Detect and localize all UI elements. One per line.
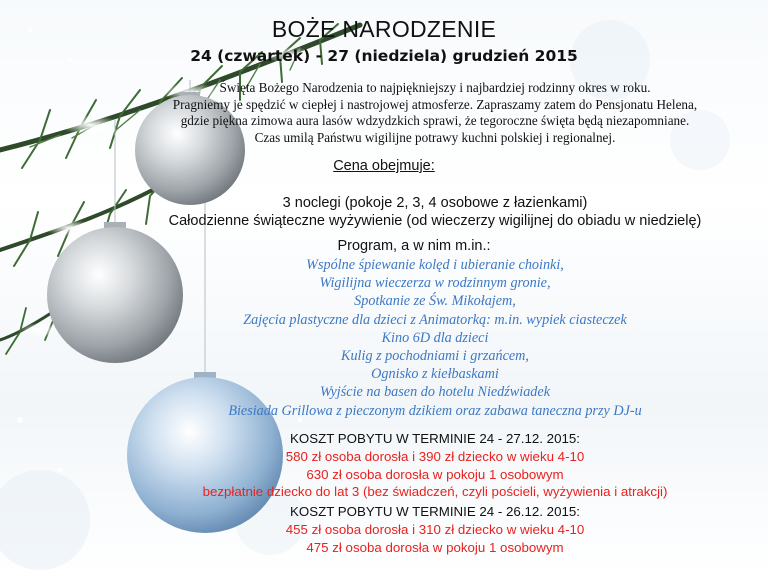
program-heading: Program, a w nim m.in.: — [337, 238, 491, 254]
program-item: Kulig z pochodniami i grzańcem, — [341, 348, 529, 365]
date-range-subtitle: 24 (czwartek) - 27 (niedziela) grudzień 2015 — [190, 47, 578, 65]
cost-heading: KOSZT POBYTU W TERMINIE 24 - 27.12. 2015: — [290, 431, 580, 446]
program-item: Kino 6D dla dzieci — [381, 329, 489, 346]
program-item: Wspólne śpiewanie kolęd i ubieranie choinki, — [306, 257, 564, 273]
price-includes-list — [140, 194, 730, 230]
cost-line: 630 zł osoba dorosła w pokoju 1 osobowym — [306, 466, 564, 482]
includes-item: 3 noclegi (pokoje 2, 3, 4 osobowe z łazienkami) — [282, 195, 588, 211]
cost-line: bezpłatnie dziecko do lat 3 (bez świadczeń, czyli pościeli, wyżywienia i atrakcji) — [202, 484, 668, 500]
intro-paragraph — [140, 80, 730, 146]
cost-line: 580 zł osoba dorosła i 390 zł dziecko w wieku 4-10 — [285, 448, 585, 464]
program-list — [150, 256, 720, 420]
cost-line: 455 zł osoba dorosła i 310 zł dziecko w wieku 4-10 — [285, 521, 585, 537]
program-item: Zajęcia plastyczne dla dzieci z Animatorką: m.in. wypiek ciasteczek — [243, 311, 627, 328]
program-item: Spotkanie ze Św. Mikołajem, — [354, 293, 516, 310]
program-item: Wigilijna wieczerza w rodzinnym gronie, — [319, 275, 551, 292]
intro-line: Święta Bożego Narodzenia to najpiękniejszy i najbardziej rodzinny okres w roku. — [219, 80, 651, 95]
program-item: Ognisko z kiełbaskami — [371, 366, 499, 383]
intro-line: Pragniemy je spędzić w ciepłej i nastrojowej atmosferze. Zapraszamy zatem do Pensjonatu Helena, — [172, 96, 698, 112]
price-includes-heading — [0, 158, 768, 174]
intro-line: Czas umilą Państwu wigilijne potrawy kuchni polskiej i regionalnej. — [254, 129, 616, 145]
intro-line: gdzie piękna zimowa aura lasów wdzydzkich sprawi, że tegoroczne święta będą niezapomniane. — [180, 113, 690, 128]
price-includes-heading-text: Cena obejmuje: — [333, 158, 435, 174]
cost-line: 475 zł osoba dorosła w pokoju 1 osobowym — [306, 539, 564, 555]
includes-item: Całodzienne świąteczne wyżywienie (od wieczerzy wigilijnej do obiadu w niedzielę) — [168, 213, 702, 229]
cost-section-24-27 — [140, 430, 730, 501]
program-item: Biesiada Grillowa z pieczonym dzikiem oraz zabawa taneczna przy DJ-u — [228, 402, 642, 419]
cost-section-24-26 — [140, 503, 730, 556]
page-title: BOŻE NARODZENIE — [271, 16, 497, 42]
cost-heading: KOSZT POBYTU W TERMINIE 24 - 26.12. 2015: — [290, 504, 580, 519]
program-item: Wyjście na basen do hotelu Niedźwiadek — [320, 384, 550, 401]
